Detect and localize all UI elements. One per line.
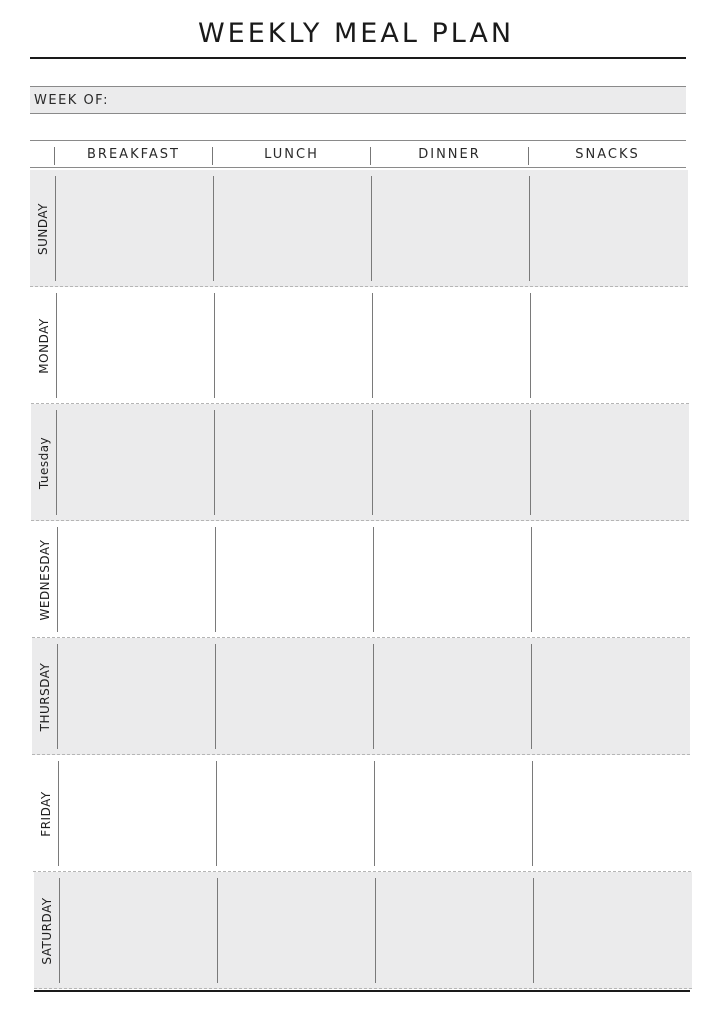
meal-cell-breakfast[interactable] xyxy=(59,755,216,872)
meal-cell-lunch[interactable] xyxy=(218,872,375,989)
column-header-row xyxy=(30,141,686,168)
meal-cell-lunch[interactable] xyxy=(217,755,374,872)
meal-cell-snacks[interactable] xyxy=(531,287,688,404)
day-label-cell xyxy=(34,872,60,989)
day-label-cell xyxy=(33,755,59,872)
meal-cell-dinner[interactable] xyxy=(372,170,529,287)
meal-cell-breakfast[interactable] xyxy=(56,170,213,287)
meal-cell-lunch[interactable] xyxy=(215,404,372,521)
meal-cell-breakfast[interactable] xyxy=(57,287,214,404)
week-of-field[interactable] xyxy=(30,86,686,114)
day-row-thursday xyxy=(32,638,690,755)
meal-cell-snacks[interactable] xyxy=(531,404,688,521)
day-label-cell xyxy=(30,170,56,287)
day-row-friday xyxy=(33,755,691,872)
bottom-divider xyxy=(34,990,690,992)
meal-cell-breakfast[interactable] xyxy=(60,872,217,989)
meal-cell-dinner[interactable] xyxy=(375,755,532,872)
title-divider xyxy=(30,57,686,59)
day-row-monday xyxy=(31,287,689,404)
column-header-dinner: DINNER xyxy=(418,147,481,162)
meal-cell-snacks[interactable] xyxy=(532,638,689,755)
day-label: MONDAY xyxy=(36,317,51,374)
meal-cell-dinner[interactable] xyxy=(374,521,531,638)
day-row-saturday xyxy=(34,872,692,989)
meal-cell-lunch[interactable] xyxy=(216,638,373,755)
page-title: WEEKLY MEAL PLAN xyxy=(197,18,515,49)
day-label: SUNDAY xyxy=(36,202,50,255)
day-row-tuesday xyxy=(31,404,689,521)
column-header-lunch: LUNCH xyxy=(264,147,319,162)
meal-cell-snacks[interactable] xyxy=(534,872,691,989)
column-header-breakfast: BREAKFAST xyxy=(87,147,180,162)
day-label: WEDNESDAY xyxy=(37,539,52,620)
day-label-cell xyxy=(31,287,57,404)
day-label: Tuesday xyxy=(37,436,52,489)
day-row-sunday xyxy=(30,170,688,287)
meal-cell-lunch[interactable] xyxy=(215,287,372,404)
meal-cell-dinner[interactable] xyxy=(374,638,531,755)
meal-cell-breakfast[interactable] xyxy=(57,404,214,521)
meal-cell-dinner[interactable] xyxy=(373,404,530,521)
meal-cell-lunch[interactable] xyxy=(216,521,373,638)
day-label: THURSDAY xyxy=(38,662,53,731)
meal-cell-dinner[interactable] xyxy=(373,287,530,404)
meal-cell-dinner[interactable] xyxy=(376,872,533,989)
column-header-snacks: SNACKS xyxy=(575,147,640,162)
day-label-cell xyxy=(32,521,58,638)
day-row-wednesday xyxy=(32,521,690,638)
week-of-label: WEEK OF: xyxy=(34,93,110,108)
meal-cell-snacks[interactable] xyxy=(530,170,687,287)
day-label: FRIDAY xyxy=(39,790,53,837)
day-label-cell xyxy=(32,638,58,755)
meal-cell-breakfast[interactable] xyxy=(58,638,215,755)
row-divider xyxy=(34,988,692,989)
meal-cell-snacks[interactable] xyxy=(533,755,690,872)
meal-cell-snacks[interactable] xyxy=(532,521,689,638)
meal-grid xyxy=(30,170,688,992)
day-label-cell xyxy=(31,404,57,521)
meal-cell-breakfast[interactable] xyxy=(58,521,215,638)
day-label: SATURDAY xyxy=(39,896,54,965)
meal-cell-lunch[interactable] xyxy=(214,170,371,287)
